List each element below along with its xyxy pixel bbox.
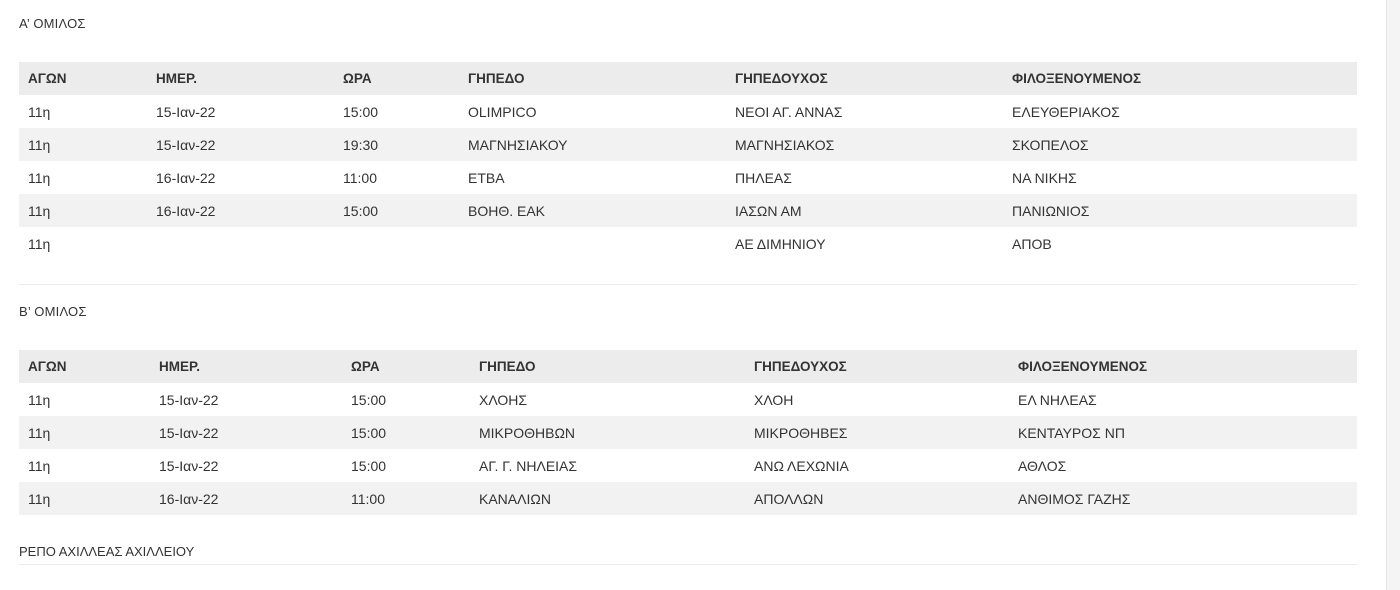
col-header-away: ΦΙΛΟΞΕΝΟΥΜΕΝΟΣ (1009, 350, 1357, 383)
col-header-home: ΓΗΠΕΔΟΥΧΟΣ (745, 350, 1009, 383)
cell-time: 11:00 (342, 482, 470, 515)
table-row (19, 161, 1357, 194)
cell-home: ΑΠΟΛΛΩΝ (745, 482, 1009, 515)
col-header-match: ΑΓΩΝ (19, 62, 147, 95)
cell-home: ΑΕ ΔΙΜΗΝΙΟΥ (735, 235, 826, 252)
scrollbar-track[interactable] (1386, 0, 1400, 590)
cell-away: ΑΠΟΒ (1012, 235, 1052, 252)
cell-date: 15-Ιαν-22 (156, 103, 216, 120)
col-header-venue: ΓΗΠΕΔΟ (470, 350, 745, 383)
table-row (19, 416, 1357, 449)
cell-time: 15:00 (334, 194, 459, 227)
cell-match: 11η (28, 103, 51, 120)
cell-venue: ΜΙΚΡΟΘΗΒΩΝ (470, 416, 745, 449)
cell-match: 11η (19, 194, 147, 227)
cell-match: 11η (19, 416, 150, 449)
cell-match: 11η (28, 457, 51, 474)
col-header-venue: ΓΗΠΕΔΟ (459, 62, 726, 95)
cell-match: 11η (28, 169, 51, 186)
cell-home: ΜΑΓΝΗΣΙΑΚΟΣ (726, 128, 1003, 161)
cell-home: ΠΗΛΕΑΣ (735, 169, 792, 186)
cell-date (147, 227, 334, 260)
cell-home: ΜΙΚΡΟΘΗΒΕΣ (745, 416, 1009, 449)
cell-date: 16-Ιαν-22 (147, 194, 334, 227)
cell-away: ΚΕΝΤΑΥΡΟΣ ΝΠ (1009, 416, 1357, 449)
group-a-table (19, 62, 1357, 260)
cell-match: 11η (28, 391, 51, 408)
cell-time: 15:00 (351, 391, 387, 408)
col-header-home: ΓΗΠΕΔΟΥΧΟΣ (726, 62, 1003, 95)
cell-match: 11η (28, 235, 51, 252)
cell-venue: ΜΑΓΝΗΣΙΑΚΟΥ (459, 128, 726, 161)
col-header-away: ΦΙΛΟΞΕΝΟΥΜΕΝΟΣ (1003, 62, 1357, 95)
section-divider (19, 564, 1357, 565)
table-row (19, 227, 1357, 260)
cell-venue: ΑΓ. Γ. ΝΗΛΕΙΑΣ (479, 457, 578, 474)
col-header-date: ΗΜΕΡ. (147, 62, 334, 95)
cell-time: 15:00 (343, 103, 379, 120)
group-b-title: Β’ ΟΜΙΛΟΣ (19, 304, 87, 319)
repo-title: ΡΕΠΟ ΑΧΙΛΛΕΑΣ ΑΧΙΛΛΕΙΟΥ (19, 544, 195, 559)
cell-match: 11η (19, 128, 147, 161)
cell-venue: OLIMPICO (468, 103, 537, 120)
cell-date: 16-Ιαν-22 (156, 169, 216, 186)
table-row (19, 194, 1357, 227)
cell-time: 15:00 (351, 457, 387, 474)
group-a-title: Α’ ΟΜΙΛΟΣ (19, 16, 86, 31)
col-header-time: ΩΡΑ (342, 350, 470, 383)
cell-away: ΑΝΘΙΜΟΣ ΓΑΖΗΣ (1009, 482, 1357, 515)
cell-away: ΠΑΝΙΩΝΙΟΣ (1003, 194, 1357, 227)
cell-date: 15-Ιαν-22 (147, 128, 334, 161)
cell-away: ΣΚΟΠΕΛΟΣ (1003, 128, 1357, 161)
cell-away: ΑΘΛΟΣ (1018, 457, 1067, 474)
cell-date: 15-Ιαν-22 (150, 416, 342, 449)
cell-time: 15:00 (342, 416, 470, 449)
table-row (19, 482, 1357, 515)
section-divider (19, 284, 1357, 285)
table-row (19, 95, 1357, 128)
col-header-time: ΩΡΑ (334, 62, 459, 95)
cell-home: ΧΛΟΗ (754, 391, 794, 408)
table-row (19, 449, 1357, 482)
table-row (19, 128, 1357, 161)
cell-home: ΑΝΩ ΛΕΧΩΝΙΑ (754, 457, 849, 474)
table-row (19, 383, 1357, 416)
cell-venue: ΒΟΗΘ. ΕΑΚ (459, 194, 726, 227)
table-header-row (19, 62, 1357, 95)
col-header-date: ΗΜΕΡ. (150, 350, 342, 383)
cell-away: ΕΛΕΥΘΕΡΙΑΚΟΣ (1012, 103, 1120, 120)
cell-date: 16-Ιαν-22 (150, 482, 342, 515)
cell-away: ΝΑ ΝΙΚΗΣ (1012, 169, 1077, 186)
cell-home: ΙΑΣΩΝ ΑΜ (726, 194, 1003, 227)
col-header-match: ΑΓΩΝ (19, 350, 150, 383)
cell-venue (459, 227, 726, 260)
cell-date: 15-Ιαν-22 (159, 391, 219, 408)
cell-venue: ΧΛΟΗΣ (479, 391, 528, 408)
cell-match: 11η (19, 482, 150, 515)
cell-home: ΝΕΟΙ ΑΓ. ΑΝΝΑΣ (735, 103, 843, 120)
group-b-table (19, 350, 1357, 515)
cell-venue: ΚΑΝΑΛΙΩΝ (470, 482, 745, 515)
cell-away: ΕΛ ΝΗΛΕΑΣ (1018, 391, 1097, 408)
cell-time: 11:00 (343, 169, 377, 186)
table-header-row (19, 350, 1357, 383)
cell-venue: ΕΤΒΑ (468, 169, 505, 186)
cell-time (334, 227, 459, 260)
cell-time: 19:30 (334, 128, 459, 161)
cell-date: 15-Ιαν-22 (159, 457, 219, 474)
